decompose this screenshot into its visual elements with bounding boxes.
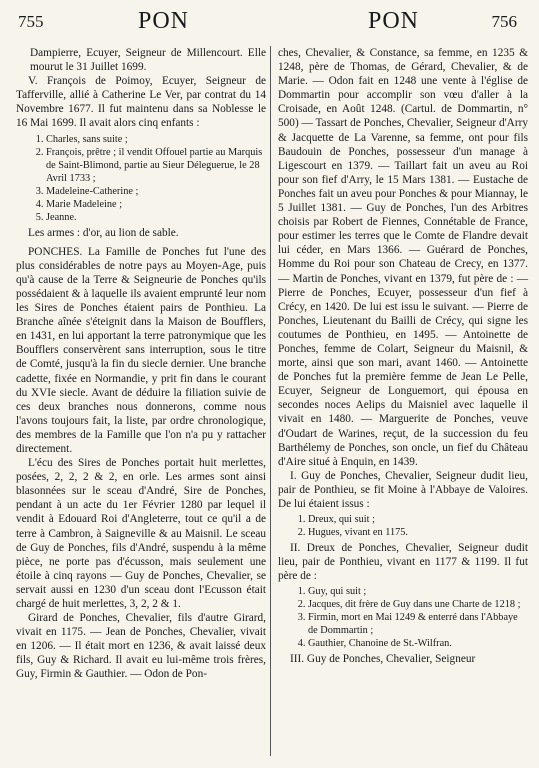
left-paragraph-0: Dampierre, Ecuyer, Seigneur de Millencourt. Elle mourut le 31 Juillet 1699.: [30, 47, 266, 74]
page-header: [0, 8, 539, 44]
list-item: 2. Hugues, vivant en 1175.: [308, 526, 528, 539]
column-divider: [270, 46, 271, 756]
left-running-title: PON: [138, 8, 190, 34]
right-paragraph-0: ches, Chevalier, & Constance, sa femme, en 1235 & 1248, père de Thomas, de Gérard, Chevalier, & de Marie. — Odon fait en 1248 une vente à l'église de Dommartin pour accomplir son vœu d'aller à la Croisade, en Août 1248. (Cartul. de Dommartin, n° 500) — Tassart de Ponches, Chevalier, Seigneur d'Arry & Jacquette de La Varenne, sa femme, ont pour fils Baudouin de Ponches, possesseur d'un manage à Ligescourt en 1379. — Taillart fait un aveu au Roi pour son fief d'Arry, le 15 Mars 1381. — Eustache de Ponches fait un aveu pour Ponches & pour Miannay, le 5 Juillet 1381. — Guy de Ponches, l'un des Arbitres choisis par Robert de Fiennes, Connétable de France, pour estimer les terres que le Comte de Flandre devait lui céder, en Mars 1366. — Guérard de Ponches, Homme du Roi pour son Chateau de Crecy, en 1377. — Martin de Ponches, vivant en 1379, fut père de : — Pierre de Ponches, Ecuyer, possesseur d'un fief à Crécy, en 1420. De lui est issu le suivant. — Pierre de Ponches, Lieutenant du Bailli de Crécy, qui signe les coutumes de Ponthieu, en 1495. — Antoinette de Ponches, femme de Colart, Seigneur du Maisnil, & morte, ainsi que son mari, avant 1460. — Antoinette de Ponches fut la première femme de Jean Le Pelle, Ecuyer, Seigneur de Longuemort, qui épousa en secondes noces Aelips du Maisniel avec laquelle il vivait en 1480. — Marguerite de Ponches, veuve d'Oudart de Warines, reçut, de la succession du feu Barthélemy de Ponches, son oncle, un fief du Château d'Aire situé à Enquin, en 1439.: [278, 47, 528, 468]
list-item: 2. François, prêtre ; il vendit Offouel partie au Marquis de Saint-Blimond, partie au Sieur Déleguerue, le 28 Avril 1733 ;: [46, 146, 266, 185]
list-item: 3. Firmin, mort en Mai 1249 & enterré dans l'Abbaye de Dommartin ;: [308, 611, 528, 637]
right-paragraph-guy-iii: III. Guy de Ponches, Chevalier, Seigneur: [290, 653, 476, 666]
list-item: 1. Dreux, qui suit ;: [308, 513, 528, 526]
left-children-list: [16, 133, 266, 224]
right-running-title: PON: [368, 8, 420, 34]
right-page-number: 756: [491, 12, 517, 31]
right-list-guy-i: [278, 513, 528, 539]
left-arms: Les armes : d'or, au lion de sable.: [28, 226, 179, 239]
left-paragraph-francois: V. François de Poimoy, Ecuyer, Seigneur de Tafferville, allié à Catherine Le Ver, par contrat du 14 Novembre 1677. Il fut maintenu dans sa Noblesse le 16 Mai 1699. Il avait alors cinq enfants :: [16, 75, 266, 130]
list-item: 5. Jeanne.: [46, 211, 266, 224]
list-item: 3. Madeleine-Catherine ;: [46, 185, 266, 198]
list-item: 4. Gauthier, Chanoine de St.-Wilfran.: [308, 637, 528, 650]
list-item: 4. Marie Madeleine ;: [46, 198, 266, 211]
left-paragraph-girard: Girard de Ponches, Chevalier, fils d'autre Girard, vivait en 1175. — Jean de Ponches, Chevalier, vivait en 1206. — Il était mort en 1236, & avait laissé deux fils, Guy & Richard. Il avait eu lui-même trois frères, Guy, Firmin & Gauthier. — Odon de Pon-: [16, 612, 266, 681]
list-item: 2. Jacques, dit frère de Guy dans une Charte de 1218 ;: [308, 598, 528, 611]
right-list-dreux-ii: [278, 585, 528, 650]
left-page-number: 755: [18, 12, 44, 31]
list-item: 1. Guy, qui suit ;: [308, 585, 528, 598]
left-paragraph-ponches: PONCHES. La Famille de Ponches fut l'une des plus considérables de notre pays au Moyen-Age, puis qu'à cause de la Terre & Seigneurie de Ponches qu'ils possédaient & à laquelle ils avaient emprunté leur nom les Sires de Ponches étaient pairs de Ponthieu. La Branche aînée s'éteignit dans la Maison de Boufflers, en 1431, en lui apportant la terre patronymique que les Boufflers conservèrent sans interruption, sous le titre de Comté, jusqu'à la fin du siecle dernier. Une branche cadette, fixée en Normandie, y prit fin dans le courant du XVIe siecle. Avant de déduire la filiation suivie de ces deux branches nous donnerons, comme nous l'avons toujours fait, la liste, par ordre chronologique, des membres de la Famille que l'on n'a pu y rattacher directement.: [16, 245, 266, 455]
left-column: [16, 46, 266, 682]
left-paragraph-ecu: L'écu des Sires de Ponches portait huit merlettes, posées, 2, 2, 2 & 2, en orle. Les armes sont ainsi blasonnées sur le sceau d'André, Sire de Ponches, pendant à un acte du 1er Février 1280 par lequel il vendit à Edouard Roi d'Angleterre, tout ce qu'il a de terre à Cambron, à Saigneville & au Maisnil. Le sceau de Guy de Ponches, fils d'André, suspendu à la même pièce, ne porte pas d'écusson, mais seulement une étoile à cinq rayons — Guy de Ponches, Chevalier, se servait aussi en 1230 d'un sceau dont l'Ecusson était chargé de huit merlettes, 3, 2, 2 & 1.: [16, 457, 266, 610]
right-column: [278, 46, 528, 666]
list-item: 1. Charles, sans suite ;: [46, 133, 266, 146]
right-paragraph-dreux-ii: II. Dreux de Ponches, Chevalier, Seigneur dudit lieu, pair de Ponthieu, vivant en 1177 & 1199. Il fut père de :: [278, 542, 528, 583]
right-paragraph-guy-i: I. Guy de Ponches, Chevalier, Seigneur dudit lieu, pair de Ponthieu, se fit Moine à l'Abbaye de Valoires. De lui étaient issus :: [278, 469, 528, 510]
